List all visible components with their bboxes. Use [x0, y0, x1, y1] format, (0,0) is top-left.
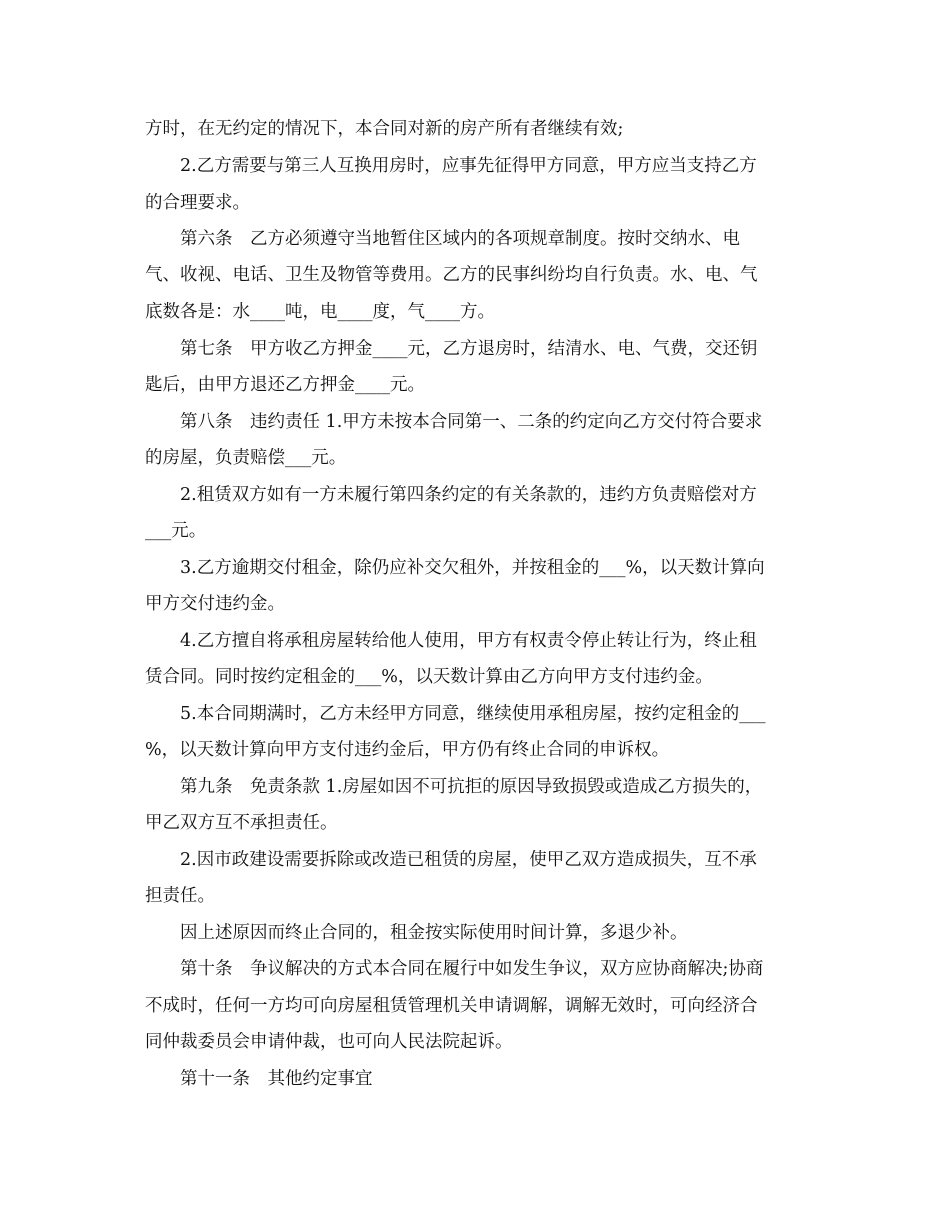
text-line: 底数各是：水____吨，电____度，气____方。 — [145, 302, 495, 322]
text-line: 担责任。 — [145, 886, 215, 906]
text-line: 第九条 免责条款 1.房屋如因不可抗拒的原因导致损毁或造成乙方损失的， — [180, 777, 763, 797]
text-line: 第十条 争议解决的方式本合同在履行中如发生争议，双方应协商解决;协商 — [180, 959, 764, 979]
text-line: 同仲裁委员会申请仲裁，也可向人民法院起诉。 — [145, 1032, 513, 1052]
text-line: 第八条 违约责任 1.甲方未按本合同第一、二条的约定向乙方交付符合要求 — [180, 412, 763, 432]
text-line: 不成时，任何一方均可向房屋租赁管理机关申请调解，调解无效时，可向经济合 — [145, 996, 758, 1016]
text-line: 方时，在无约定的情况下，本合同对新的房产所有者继续有效; — [145, 119, 624, 139]
text-line: 气、收视、电话、卫生及物管等费用。乙方的民事纠纷均自行负责。水、电、气 — [145, 265, 758, 285]
text-line: %，以天数计算向甲方支付违约金后，甲方仍有终止合同的申诉权。 — [145, 740, 670, 760]
text-line: 5.本合同期满时，乙方未经甲方同意，继续使用承租房屋，按约定租金的___ — [180, 704, 766, 724]
text-line: 第十一条 其他约定事宜 — [180, 1069, 373, 1089]
text-line: ___元。 — [145, 521, 207, 541]
text-line: 2.因市政建设需要拆除或改造已租赁的房屋，使甲乙双方造成损失，互不承 — [180, 850, 757, 870]
text-line: 2.乙方需要与第三人互换用房时，应事先征得甲方同意，甲方应当支持乙方 — [180, 156, 757, 176]
text-line: 的房屋，负责赔偿___元。 — [145, 448, 347, 468]
text-line: 4.乙方擅自将承租房屋转给他人使用，甲方有权责令停止转让行为，终止租 — [180, 631, 757, 651]
text-line: 匙后，由甲方退还乙方押金____元。 — [145, 375, 425, 395]
text-line: 因上述原因而终止合同的，租金按实际使用时间计算，多退少补。 — [180, 923, 688, 943]
text-line: 第七条 甲方收乙方押金____元，乙方退房时，结清水、电、气费，交还钥 — [180, 339, 758, 359]
text-line: 第六条 乙方必须遵守当地暂住区域内的各项规章制度。按时交纳水、电 — [180, 229, 740, 249]
text-line: 的合理要求。 — [145, 193, 250, 213]
text-line: 甲乙双方互不承担责任。 — [145, 813, 338, 833]
text-line: 甲方交付违约金。 — [145, 594, 285, 614]
text-line: 3.乙方逾期交付租金，除仍应补交欠租外，并按租金的___%，以天数计算向 — [180, 558, 765, 578]
text-line: 2.租赁双方如有一方未履行第四条约定的有关条款的，违约方负责赔偿对方 — [180, 485, 757, 505]
text-line: 赁合同。同时按约定租金的___%，以天数计算由乙方向甲方支付违约金。 — [145, 667, 713, 687]
